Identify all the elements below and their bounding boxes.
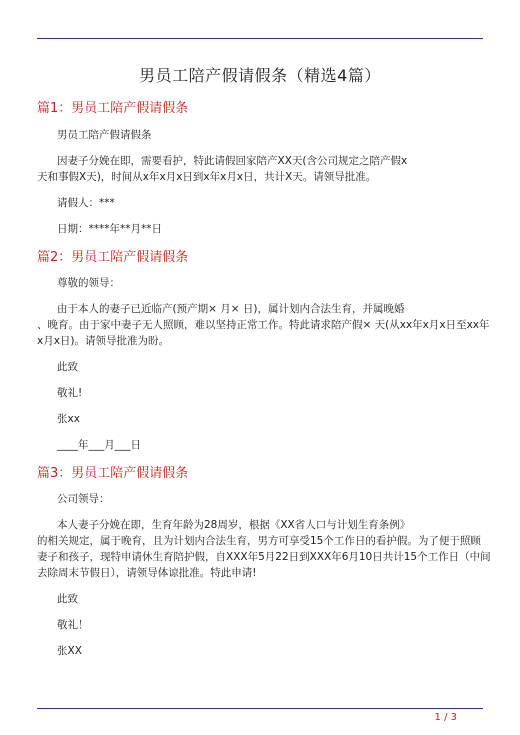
section-2-line-2: 由于本人的妻子已近临产(预产期× 月× 日)，属计划内合法生育，并属晚婚 [57,303,405,315]
page-number: 1 / 3 [434,712,457,723]
section-2-heading: 篇2：男员工陪产假请假条 [37,250,189,265]
section-1-line-5: 日期：****年**月**日 [57,223,162,235]
section-2-line-8: ____年___月___日 [57,439,141,451]
header-rule [37,38,483,39]
section-3-line-7: 敬礼！ [57,619,89,631]
section-3-line-1: 公司领导： [57,493,110,505]
section-1-line-2: 因妻子分娩在即，需要看护，特此请假回家陪产XX天(含公司规定之陪产假x [57,155,408,167]
section-2-line-5: 此致 [57,361,78,373]
document-title: 男员工陪产假请假条（精选4篇） [139,66,381,85]
section-3-line-5: 去除周末节假日），请领导体谅批准。特此申请! [37,567,257,579]
section-1-heading: 篇1：男员工陪产假请假条 [37,101,189,116]
section-3-line-2: 本人妻子分娩在即，生育年龄为28周岁，根据《XX省人口与计划生育条例》 [57,519,411,531]
section-3-line-8: 张XX [57,645,82,657]
section-3-line-3: 的相关规定，属于晚育，且为计划内合法生育，男方可享受15个工作日的看护假。为了便于照顾 [37,535,481,547]
section-2-line-1: 尊敬的领导： [57,277,120,289]
section-1-line-1: 男员工陪产假请假条 [57,129,152,141]
section-2-line-3: 、晚育。由于家中妻子无人照顾，难以坚持正常工作。特此请求陪产假× 天(从xx年x月x日至xx年 [37,319,490,331]
section-1-line-4: 请假人：*** [57,197,115,209]
section-3-heading: 篇3：男员工陪产假请假条 [37,466,189,481]
section-2-line-7: 张xx [57,413,80,425]
footer-rule [37,708,483,709]
section-3-line-4: 妻子和孩子，现特申请休生育陪护假，自XXX年5月22日到XXX年6月10日共计15个工作日（中间 [37,551,491,563]
section-1-line-3: 天和事假X天)，时间从x年x月x日到x年x月x日，共计X天。请领导批准。 [37,171,377,183]
section-3-line-6: 此致 [57,593,78,605]
section-2-line-6: 敬礼! [57,387,83,399]
section-2-line-4: x月x日)。请领导批准为盼。 [37,335,170,347]
